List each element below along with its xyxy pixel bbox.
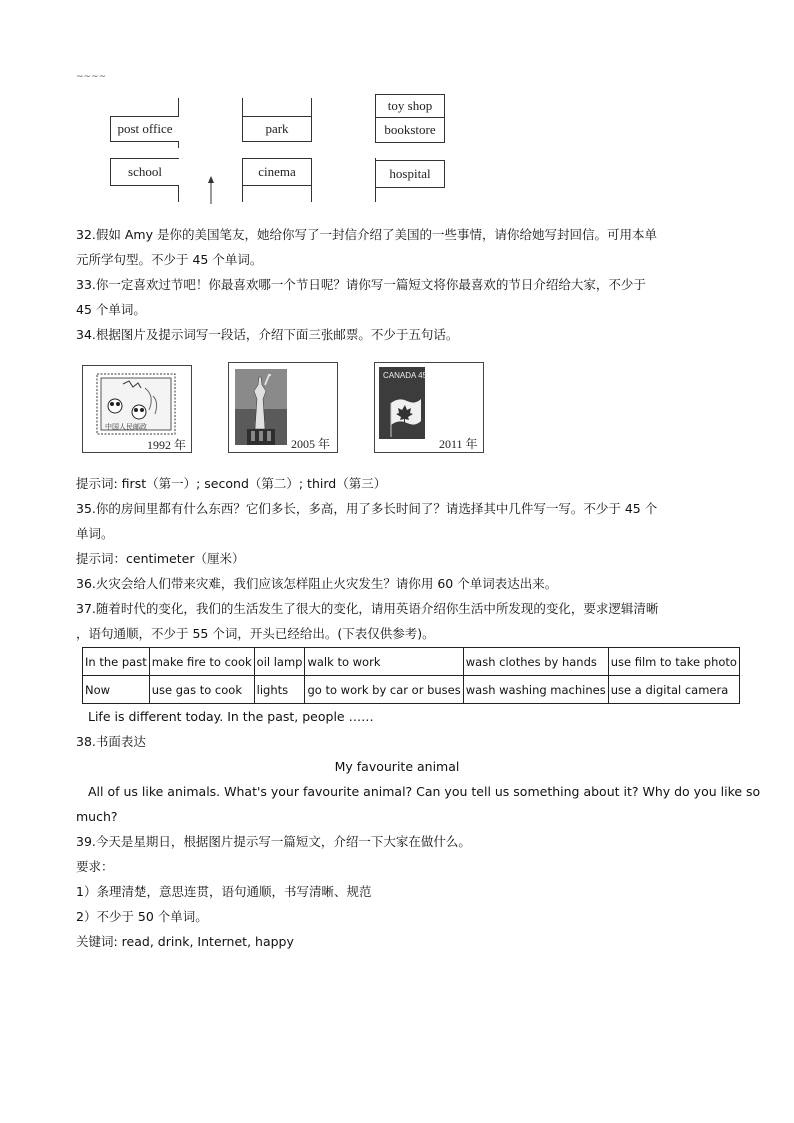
q38-label: 38.书面表达: [76, 734, 146, 749]
table-cell: wash clothes by hands: [463, 648, 608, 676]
q38-body1: All of us like animals. What's your favourite animal? Can you tell us something about it? Why do you like so: [88, 784, 761, 799]
q33-line2: 45 个单词。: [76, 302, 146, 317]
q39-keywords: 关键词: read, drink, Internet, happy: [76, 934, 294, 949]
q39-req-label: 要求：: [76, 859, 114, 874]
stamp-inscription: 中国人民邮政: [105, 423, 147, 431]
q36-line1: 36.火灾会给人们带来灾难，我们应该怎样阻止火灾发生？请你用 60 个单词表达出来。: [76, 576, 558, 591]
table-cell: use gas to cook: [149, 676, 254, 704]
q37-line1: 37.随着时代的变化，我们的生活发生了很大的变化，请用英语介绍你生活中所发现的变化，要求逻辑清晰: [76, 601, 659, 616]
stamp-2005: [228, 362, 338, 453]
stamp-year-2011: 2011 年: [439, 437, 478, 451]
q39-req2: 2）不少于 50 个单词。: [76, 909, 208, 924]
q33-line1: 33.你一定喜欢过节吧！你最喜欢哪一个节日呢？请你写一篇短文将你最喜欢的节日介绍给大家，不少于: [76, 277, 646, 292]
table-cell: use a digital camera: [608, 676, 739, 704]
header-fragment: ~~~~: [76, 72, 107, 82]
stamp-2011: [374, 362, 484, 453]
table-row: [83, 676, 740, 704]
q39-req1: 1）条理清楚，意思连贯，语句通顺，书写清晰、规范: [76, 884, 372, 899]
table-cell: Now: [83, 676, 150, 704]
q37-line2: ，语句通顺，不少于 55 个词，开头已经给出。(下表仅供参考)。: [76, 626, 435, 641]
q38-body2: much?: [76, 809, 118, 824]
table-row: [83, 648, 740, 676]
table-cell: use film to take photo: [608, 648, 739, 676]
table-cell: wash washing machines: [463, 676, 608, 704]
stamp-year-2005: 2005 年: [291, 437, 331, 451]
map-hospital: hospital: [375, 160, 445, 188]
table-cell: walk to work: [305, 648, 463, 676]
q38-title: My favourite animal: [334, 759, 460, 774]
q34-line1: 34.根据图片及提示词写一段话，介绍下面三张邮票。不少于五句话。: [76, 327, 459, 342]
map-park: park: [242, 116, 312, 142]
stamp-1992: [82, 365, 192, 453]
map-cinema: cinema: [242, 158, 312, 186]
map-post-office: post office: [110, 116, 179, 142]
table-cell: go to work by car or buses: [305, 676, 463, 704]
stamp-inscription: CANADA 45: [383, 371, 428, 380]
q35-line2: 单词。: [76, 526, 114, 541]
q35-hint: 提示词：centimeter（厘米）: [76, 551, 245, 566]
q35-line1: 35.你的房间里都有什么东西？它们多长，多高，用了多长时间了？请选择其中几件写一写。不少于 45 个: [76, 501, 658, 516]
q39-line1: 39.今天是星期日，根据图片提示写一篇短文，介绍一下大家在做什么。: [76, 834, 471, 849]
up-arrow-icon: [205, 176, 217, 204]
table-cell: oil lamp: [254, 648, 305, 676]
stamp-year-1992: 1992 年: [147, 438, 187, 452]
changes-table: [82, 647, 740, 704]
q32-line1: 32.假如 Amy 是你的美国笔友，她给你写了一封信介绍了美国的一些事情，请你给她写封回信。可用本单: [76, 227, 657, 242]
table-cell: make fire to cook: [149, 648, 254, 676]
q34-hint: 提示词: first（第一）; second（第二）; third（第三）: [76, 476, 387, 491]
q37-opening: Life is different today. In the past, people ……: [88, 709, 374, 724]
table-cell: lights: [254, 676, 305, 704]
table-cell: In the past: [83, 648, 150, 676]
map-bookstore: bookstore: [375, 117, 445, 143]
map-school: school: [110, 158, 179, 186]
map-toy-shop: toy shop: [375, 94, 445, 118]
q32-line2: 元所学句型。不少于 45 个单词。: [76, 252, 263, 267]
